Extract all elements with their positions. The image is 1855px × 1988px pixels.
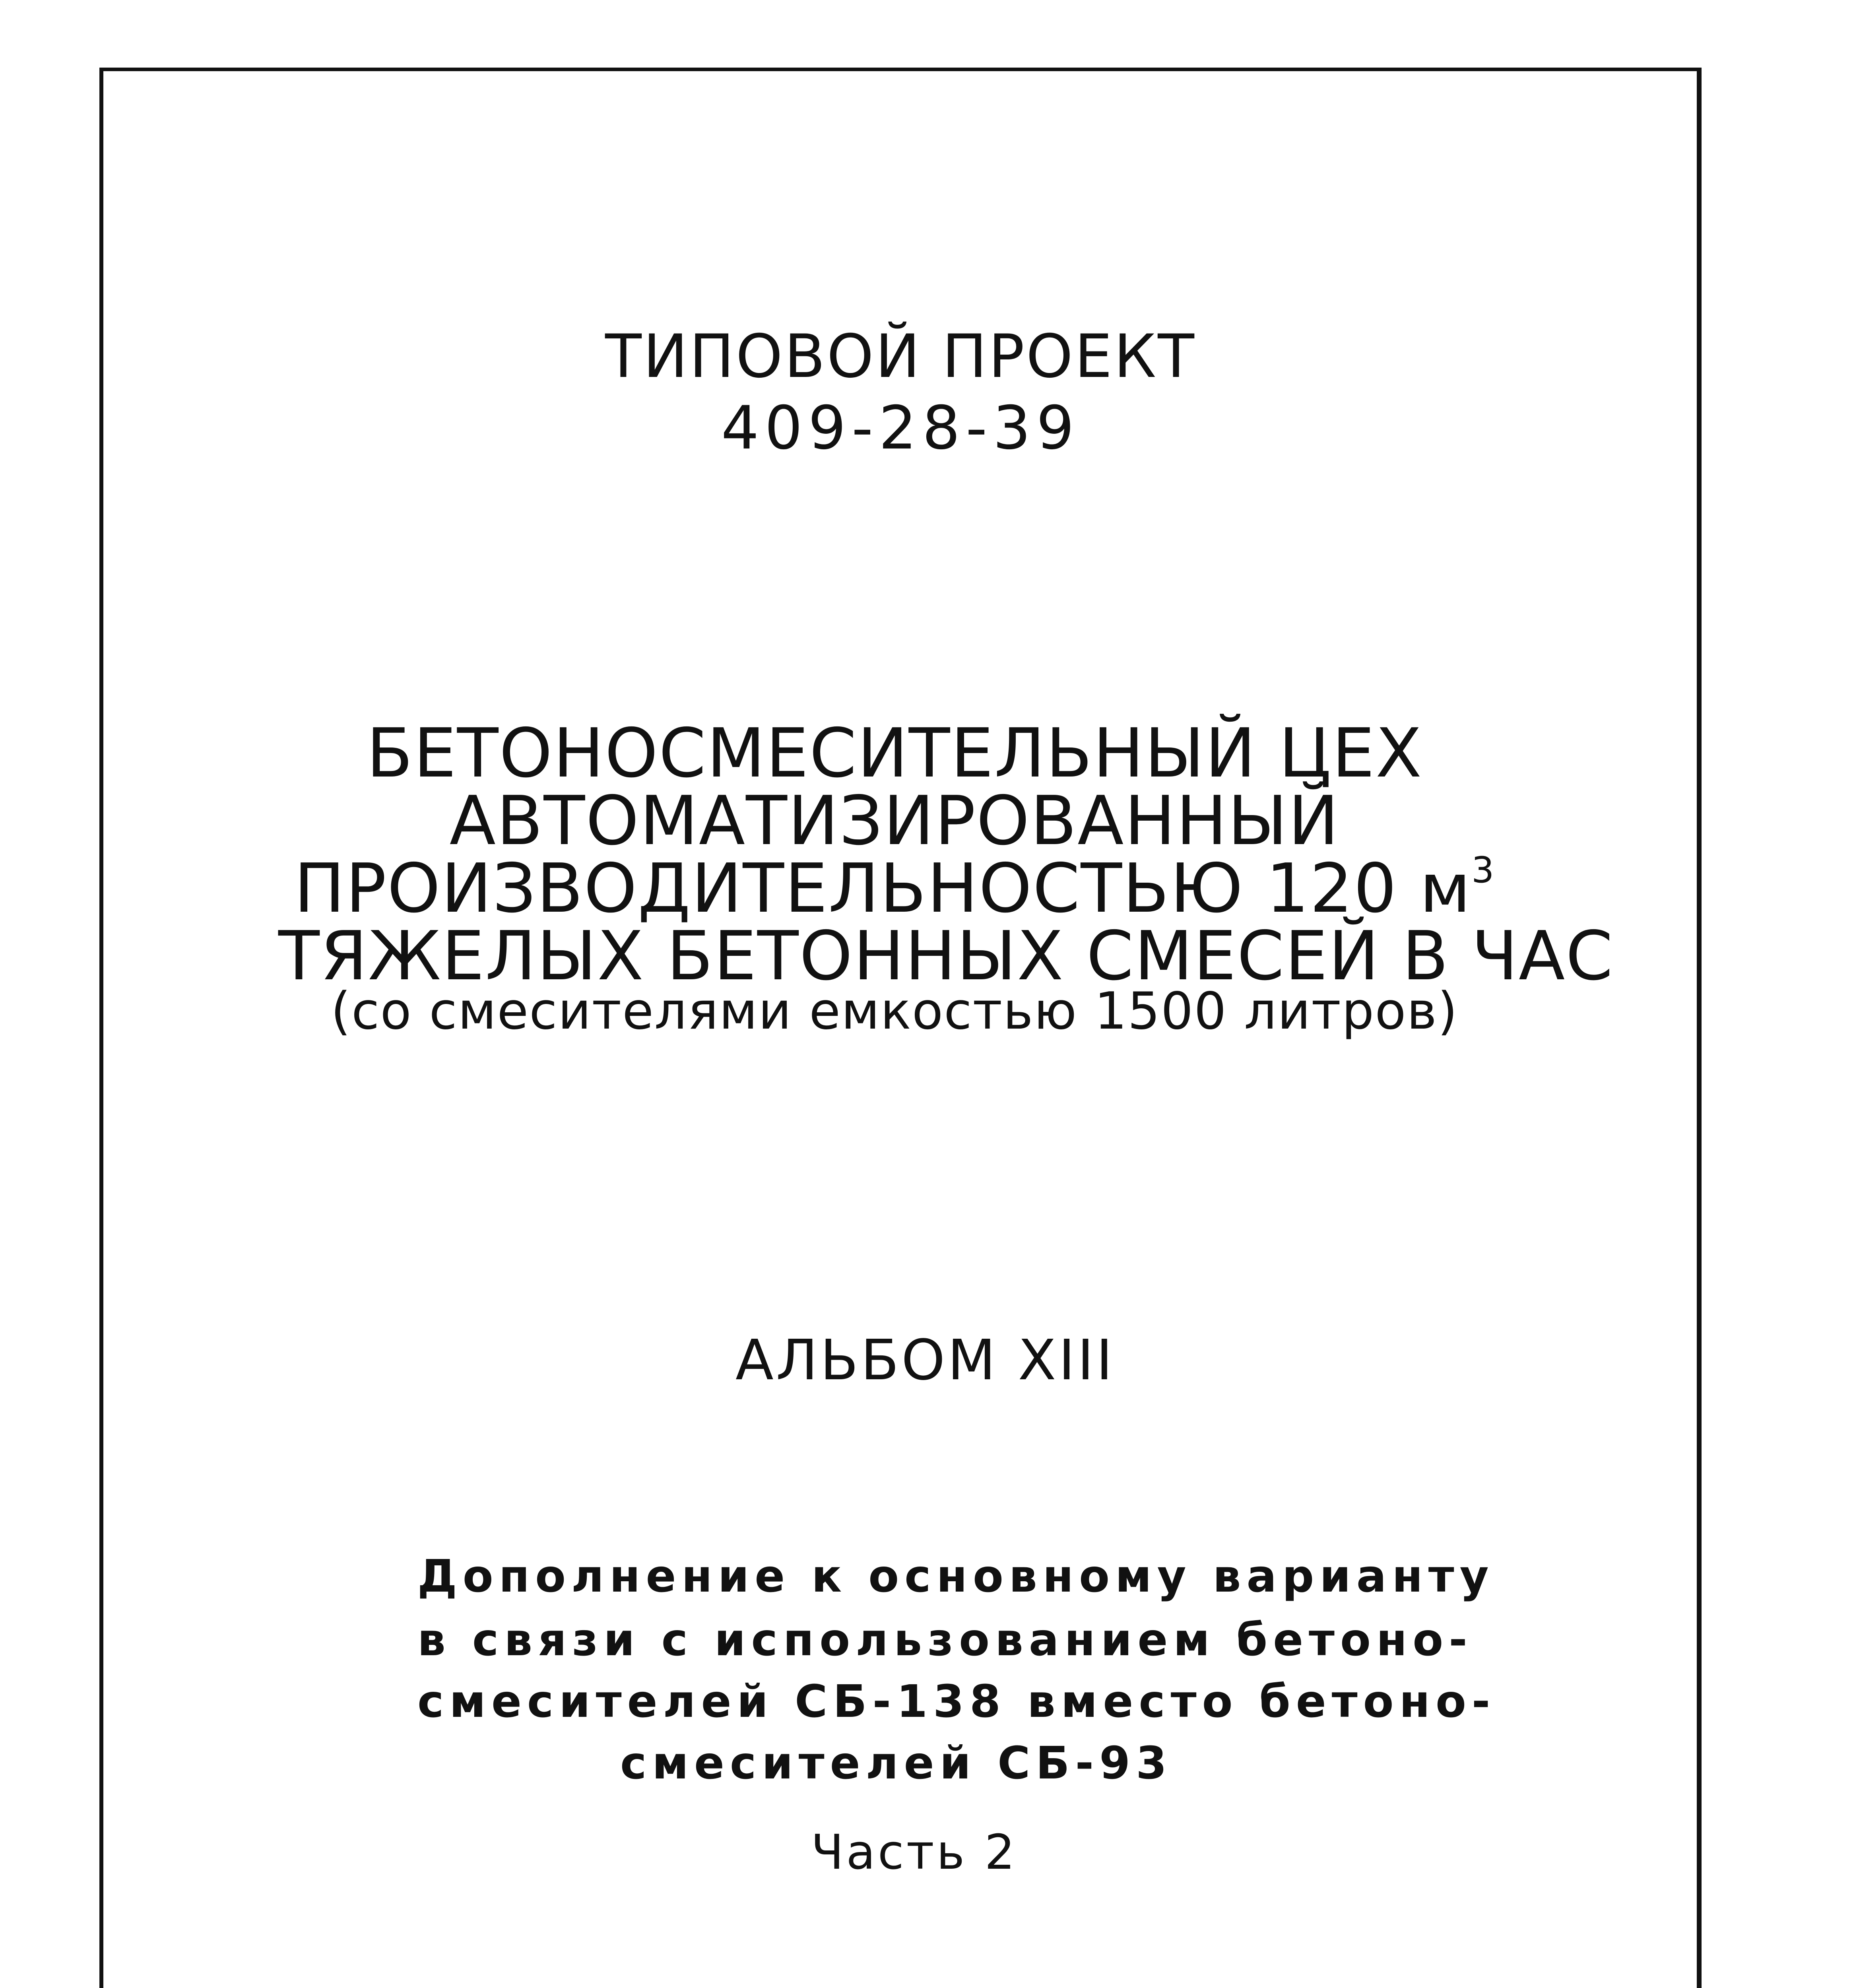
part-number: Часть 2 <box>811 1825 1017 1880</box>
description-line-1: Дополнение к основному варианту <box>417 1551 1494 1602</box>
description-line-4: смесителей СБ-93 <box>620 1738 1173 1789</box>
description-line-2: в связи с использованием бетоно- <box>417 1614 1473 1666</box>
cubic-superscript: 3 <box>1471 849 1495 891</box>
project-label: ТИПОВОЙ ПРОЕКТ <box>605 322 1196 391</box>
project-number: 409-28-39 <box>721 394 1080 463</box>
title-line-2: АВТОМАТИЗИРОВАННЫЙ <box>449 782 1340 860</box>
description-line-3: смесителей СБ-138 вместо бетоно- <box>417 1676 1496 1728</box>
album-number: АЛЬБОМ XIII <box>735 1328 1115 1393</box>
title-line-3 <box>278 849 1511 928</box>
title-line-3-text: ПРОИЗВОДИТЕЛЬНОСТЬЮ 120 м <box>294 849 1472 928</box>
title-line-1: БЕТОНОСМЕСИТЕЛЬНЫЙ ЦЕХ <box>366 714 1423 793</box>
title-line-5: (со смесителями емкостью 1500 литров) <box>331 982 1458 1041</box>
title-line-4: ТЯЖЕЛЫХ БЕТОННЫХ СМЕСЕЙ В ЧАС <box>278 917 1614 996</box>
